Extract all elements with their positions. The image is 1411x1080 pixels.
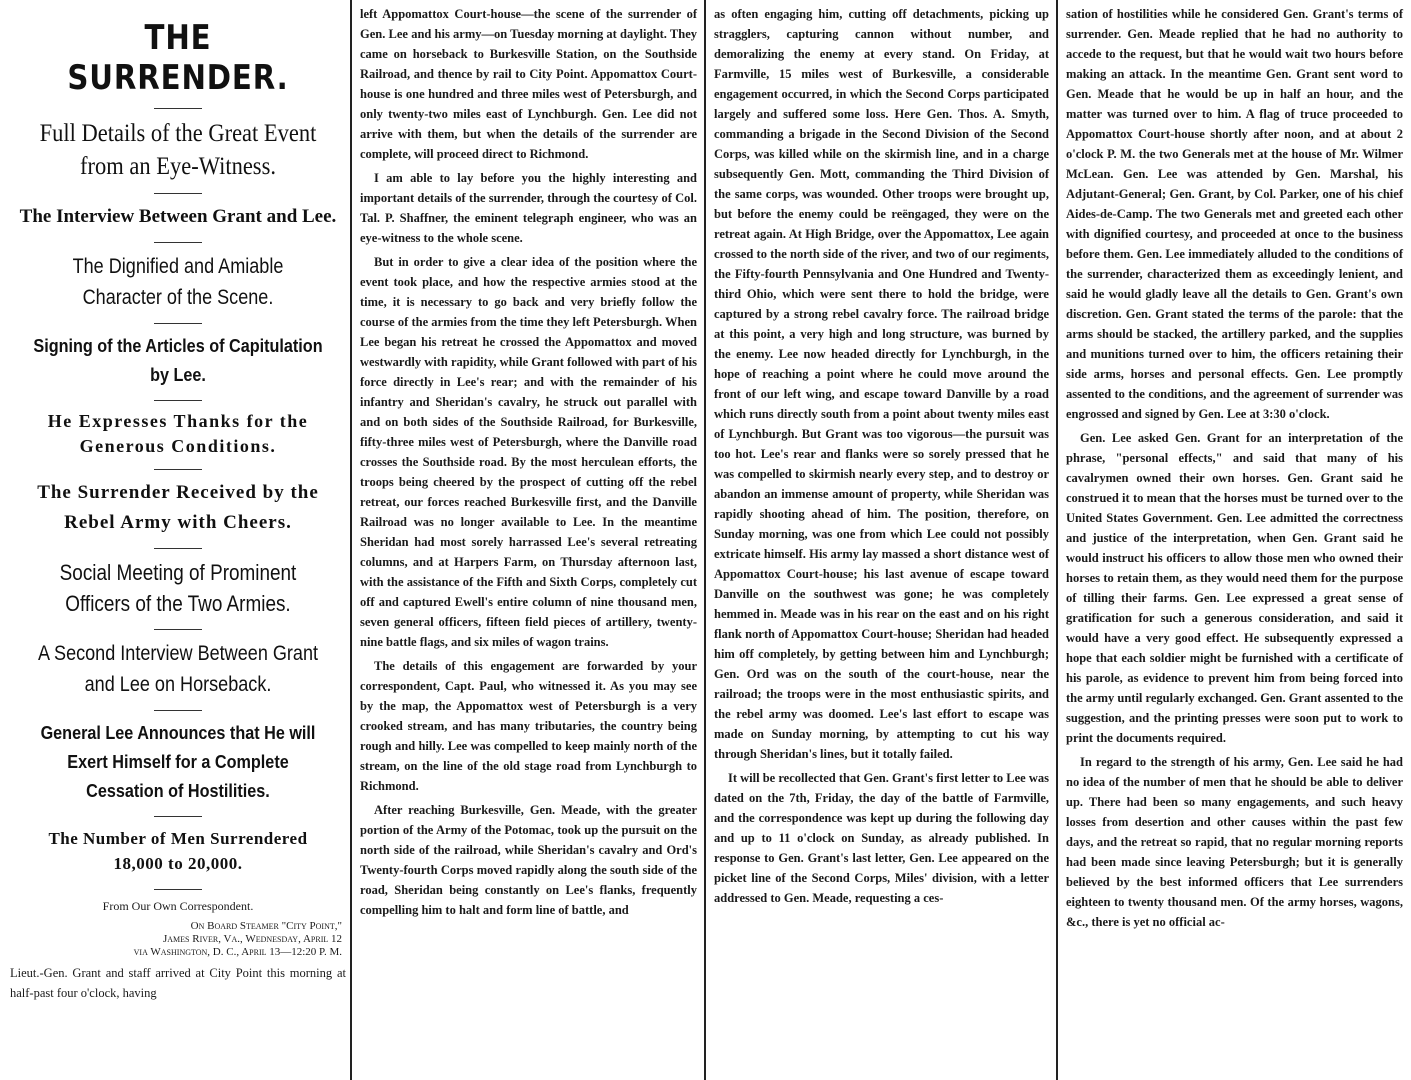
- paragraph: sation of hostilities while he considered Gen. Grant's terms of surrender. Gen. Meade replied that he had no authority to accede to the request, but that he would wait two hours before making an attack. In the meantime Gen. Grant sent word to Gen. Meade that he would be up in half an hour, and the matter was turned over to him. A flag of truce proceeded to Appomattox Court-house shortly after noon, and at about 2 o'clock P. M. the two Generals met at the house of Mr. Wilmer McLean. Gen. Lee was attended by Gen. Marshal, his Adjutant-General; Gen. Grant, by Col. Parker, one of his chief Aides-de-Camp. The two Generals met and greeted each other with dignified courtesy, and proceeded at once to the business before them. Gen. Lee immediately alluded to the conditions of the surrender, characterized them as exceedingly lenient, and said he would gladly leave all the details to Gen. Grant's own discretion. Gen. Grant stated the terms of the parole: that the arms should be stacked, the artillery parked, and the supplies and munitions turned over to him, the officers retaining their side arms, horses and personal effects. Gen. Lee promptly assented to the conditions, and the agreement of surrender was engrossed and signed by Gen. Lee at 3:30 o'clock.: [1066, 7, 1403, 421]
- deck-social-meeting: Social Meeting of Prominent Officers of the Two Armies.: [59, 560, 297, 616]
- deck-number-line1: The Number of Men Surrendered: [48, 829, 308, 848]
- paragraph: as often engaging him, cutting off detachments, picking up stragglers, capturing cannon without number, and demoralizing the enemy at every stand. On Friday, at Farmville, 15 miles west of Burkesville, a considerable engagement occurred, in which the Second Corps participated largely and suffered some loss. Here Gen. Thos. A. Smyth, commanding a brigade in the Second Division of the Second Corps, was killed while on the skirmish line, and in a charge subsequently Gen. Mott, commanding the Third Division of the same corps, was wounded. Other troops were brought up, but before the enemy could be reëngaged, they were on the retreat again. At High Bridge, over the Appomattox, Lee again crossed to the north side of the river, and two of our regiments, the Fifty-fourth Pennsylvania and One Hundred and Twenty-third Ohio, which were sent there to hold the bridge, were captured by a strong rebel cavalry force. The railroad bridge at this point, a very high and long structure, was burned by the enemy. Lee now headed directly for Lynchburgh, in the hope of reaching a point where he could move around the front of our left wing, and escape toward Danville by a road which runs directly south from a point about twenty miles east of Lynchburgh. But Grant was too vigorous—the pursuit was too hot. Lee's rear and flanks were so sorely pressed that he was compelled to skirmish nearly every step, and to destroy or abandon an immense amount of property, while Sheridan was rapidly shooting ahead of him. The position, therefore, on Sunday morning, was one from which Lee could not possibly extricate himself. His army lay massed a short distance west of Appomattox Court-house; his last avenue of escape toward Danville on the southwest was gone; he was completely hemmed in. Meade was in his rear on the east and on his right flank north of Appomattox Court-house; Sheridan had headed him off completely, by getting between him and Lynchburgh; Gen. Ord was on the south of the court-house, near the railroad; the troops were in the most enthusiastic spirits, and the rebel army was doomed. Lee's last effort to escape was made on Sunday morning, by attempting to cut his way through Sheridan's lines, but it totally failed.: [714, 7, 1049, 761]
- paragraph: It will be recollected that Gen. Grant's first letter to Lee was dated on the 7th, Friday, the day of the battle of Farmville, and the correspondence was kept up during the following day and up to 11 o'clock on Sunday, as already published. In response to Gen. Grant's last letter, Gen. Lee appeared on the picket line of the Second Corps, Miles' division, with a letter addressed to Gen. Meade, requesting a ces-: [714, 771, 1049, 905]
- deck-eyewitness: Full Details of the Great Event from an Eye-Witness.: [39, 120, 317, 180]
- divider: [154, 710, 202, 711]
- main-headline: THE SURRENDER.: [67, 18, 289, 98]
- deck-character: The Dignified and Amiable Character of the Scene.: [72, 255, 284, 309]
- deck-interview: The Interview Between Grant and Lee.: [19, 206, 337, 227]
- deck-cessation: General Lee Announces that He will Exert Himself for a Complete Cessation of Hostilities.: [40, 723, 316, 801]
- dateline: [10, 920, 346, 959]
- deck-thanks: He Expresses Thanks for the Generous Conditions.: [47, 411, 309, 456]
- deck-articles: Signing of the Articles of Capitulation by Lee.: [33, 336, 323, 385]
- paragraph: The details of this engagement are forwarded by your correspondent, Capt. Paul, who witnessed it. As you may see by the map, the Appomattox west of Petersburgh is a very crooked stream, and has many tributaries, the country being rough and hilly. Lee was compelled to keep mainly north of the stream, on the line of the old stage road from Lynchburgh to Richmond.: [360, 659, 697, 793]
- deck-second-interview: A Second Interview Between Grant and Lee on Horseback.: [37, 642, 319, 696]
- divider: [154, 548, 202, 549]
- headline-column: [0, 0, 352, 1080]
- paragraph: In regard to the strength of his army, Gen. Lee said he had no idea of the number of men that he should be able to deliver up. There had been so many engagements, and such heavy losses from desertion and other causes within the past few days, and the retreat so rapid, that no regular morning reports had been made since leaving Petersburgh; but it is generally believed by the best informed officers that Lee surrenders eighteen to twenty thousand men. Of the army horses, wagons, &c., there is yet no official ac-: [1066, 755, 1403, 929]
- article-column-4: [1058, 0, 1411, 1080]
- article-column-2: [352, 0, 705, 1080]
- paragraph: Gen. Lee asked Gen. Grant for an interpretation of the phrase, "personal effects," and said that many of his cavalrymen owned their own horses. Gen. Grant said he construed it to mean that the horses must be turned over to the United States Government. Gen. Lee admitted the correctness and justice of the interpretation, when Gen. Grant said he would instruct his officers to allow those men who owned their horses to retain them, as they would need them for the purpose of tilling their farms. Gen. Lee expressed a great sense of gratification for such a generous consideration, and said it would have a very good effect. He subsequently expressed a hope that each soldier might be furnished with a certificate of his parole, as evidence to prevent him from being forced into the army until regularly exchanged. Gen. Grant assented to the suggestion, and the printing presses were soon put to work to print the documents required.: [1066, 431, 1403, 745]
- dateline-line2: James River, Va., Wednesday, April 12: [162, 933, 342, 945]
- dateline-line3: via Washington, D. C., April 13—12:20 P. M.: [133, 946, 342, 958]
- dateline-line1: On Board Steamer "City Point,": [190, 920, 342, 932]
- divider: [154, 469, 202, 470]
- divider: [154, 323, 202, 324]
- paragraph: After reaching Burkesville, Gen. Meade, with the greater portion of the Army of the Potomac, took up the pursuit on the north side of the railroad, while Sheridan's cavalry and Ord's Twenty-fourth Corps moved rapidly along the south side of the road, Sheridan being constantly on Lee's flanks, frequently compelling him to halt and form line of battle, and: [360, 803, 697, 917]
- divider: [154, 242, 202, 243]
- divider: [154, 816, 202, 817]
- divider: [154, 108, 202, 109]
- divider: [154, 193, 202, 194]
- article-column-3: [706, 0, 1057, 1080]
- paragraph: I am able to lay before you the highly interesting and important details of the surrender, through the courtesy of Col. Tal. P. Shaffner, the eminent telegraph engineer, who was an eye-witness to the whole scene.: [360, 171, 697, 245]
- deck-number-line2: 18,000 to 20,000.: [113, 854, 243, 873]
- paragraph: But in order to give a clear idea of the position where the event took place, and how the respective armies stood at the time, it is necessary to go back and very briefly follow the course of the armies from the time they left Petersburgh. When Lee began his retreat he crossed the Appomattox and moved westwardly with rapidity, while Grant followed with part of his force directly in Lee's rear; and with the remainder of his infantry and Sheridan's cavalry, he struck out parallel with and on both sides of the Southside Railroad, for Burkesville, fifty-three miles west of Petersburgh, where the Danville road crosses the Southside road. By the most herculean efforts, the troops being cheered by the prospect of cutting off the rebel retreat, our forces reached Burkesville first, and the Danville Railroad was no longer available to Lee. In the meantime Sheridan had most sorely harrassed Lee's several retreating columns, and at Harpers Farm, on Thursday afternoon last, with the assistance of the Fifth and Sixth Corps, completely cut off and captured Ewell's entire column of nine thousand men, seven general officers, fifteen field pieces of artillery, twenty-nine battle flags, and six miles of wagon trains.: [360, 255, 697, 649]
- byline: From Our Own Correspondent.: [102, 899, 254, 913]
- deck-cheers: The Surrender Received by the Rebel Army with Cheers.: [37, 482, 319, 533]
- lead-paragraph: Lieut.-Gen. Grant and staff arrived at City Point this morning at half-past four o'clock, having: [10, 966, 346, 1000]
- divider: [154, 889, 202, 890]
- paragraph: left Appomattox Court-house—the scene of the surrender of Gen. Lee and his army—on Tuesday morning at daylight. They came on horseback to Burkesville Station, on the Southside Railroad, and thence by rail to City Point. Appomattox Court-house is one hundred and three miles west of Petersburgh, and only twenty-two miles east of Lynchburgh. Gen. Lee did not arrive with them, but when the details of the surrender are complete, will proceed direct to Richmond.: [360, 7, 697, 161]
- divider: [154, 629, 202, 630]
- divider: [154, 400, 202, 401]
